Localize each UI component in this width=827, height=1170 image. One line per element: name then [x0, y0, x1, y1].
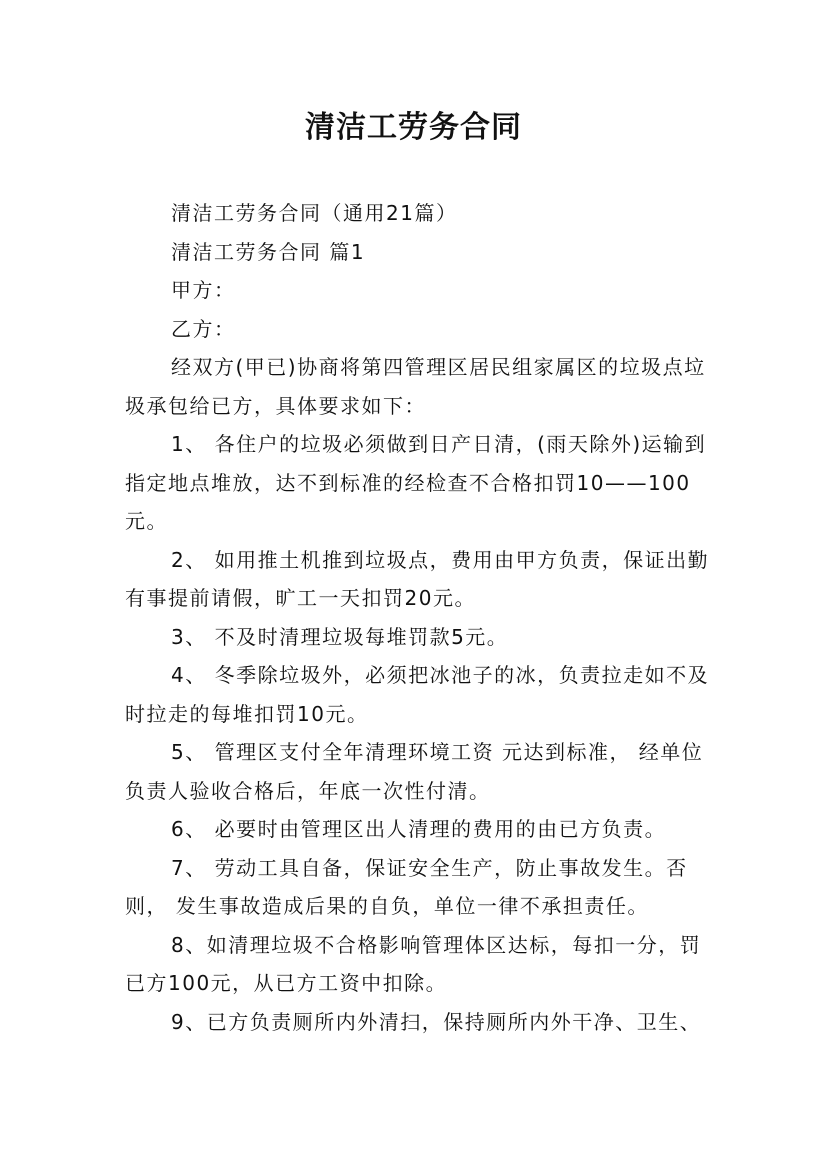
paragraph-clause-7: 7、 劳动工具自备，保证安全生产，防止事故发生。否则， 发生事故造成后果的自负，单位一律不承担责任。: [125, 855, 688, 918]
paragraph-clause-6: 6、 必要时由管理区出人清理的费用的由已方负责。: [171, 817, 667, 841]
paragraph-clause-8: 8、如清理垃圾不合格影响管理体区达标，每扣一分，罚已方100元，从已方工资中扣除。: [125, 932, 702, 995]
paragraph-subtitle: 清洁工劳务合同（通用21篇）: [171, 201, 458, 225]
paragraph-clause-2: 2、 如用推土机推到垃圾点，费用由甲方负责，保证出勤 有事提前请假，旷工一天扣罚20元。: [125, 547, 710, 610]
paragraph-clause-9: 9、已方负责厕所内外清扫，保持厕所内外干净、卫生、: [171, 1009, 702, 1034]
document-title: 清洁工劳务合同: [305, 110, 522, 145]
paragraph-clause-5: 5、 管理区支付全年清理环境工资 元达到标准， 经单位负责人验收合格后，年底一次性付清。: [125, 740, 704, 803]
paragraph-intro: 经双方(甲已)协商将第四管理区居民组家属区的垃圾点垃圾承包给已方，具体要求如下：: [125, 355, 706, 418]
document-body: [125, 194, 715, 1041]
paragraph-clause-4: 4、 冬季除垃圾外，必须把冰池子的冰，负责拉走如不及时拉走的每堆扣罚10元。: [125, 663, 710, 726]
paragraph-section-heading: 清洁工劳务合同 篇1: [171, 239, 366, 264]
paragraph-clause-1: 1、 各住户的垃圾必须做到日产日清，(雨天除外)运输到 指定地点堆放，达不到标准的经检查不合格扣罚10——100元。: [125, 432, 707, 533]
paragraph-clause-3: 3、 不及时清理垃圾每堆罚款5元。: [171, 624, 509, 649]
paragraph-party-b: 乙方：: [171, 316, 236, 341]
paragraph-party-a: 甲方：: [171, 278, 236, 302]
